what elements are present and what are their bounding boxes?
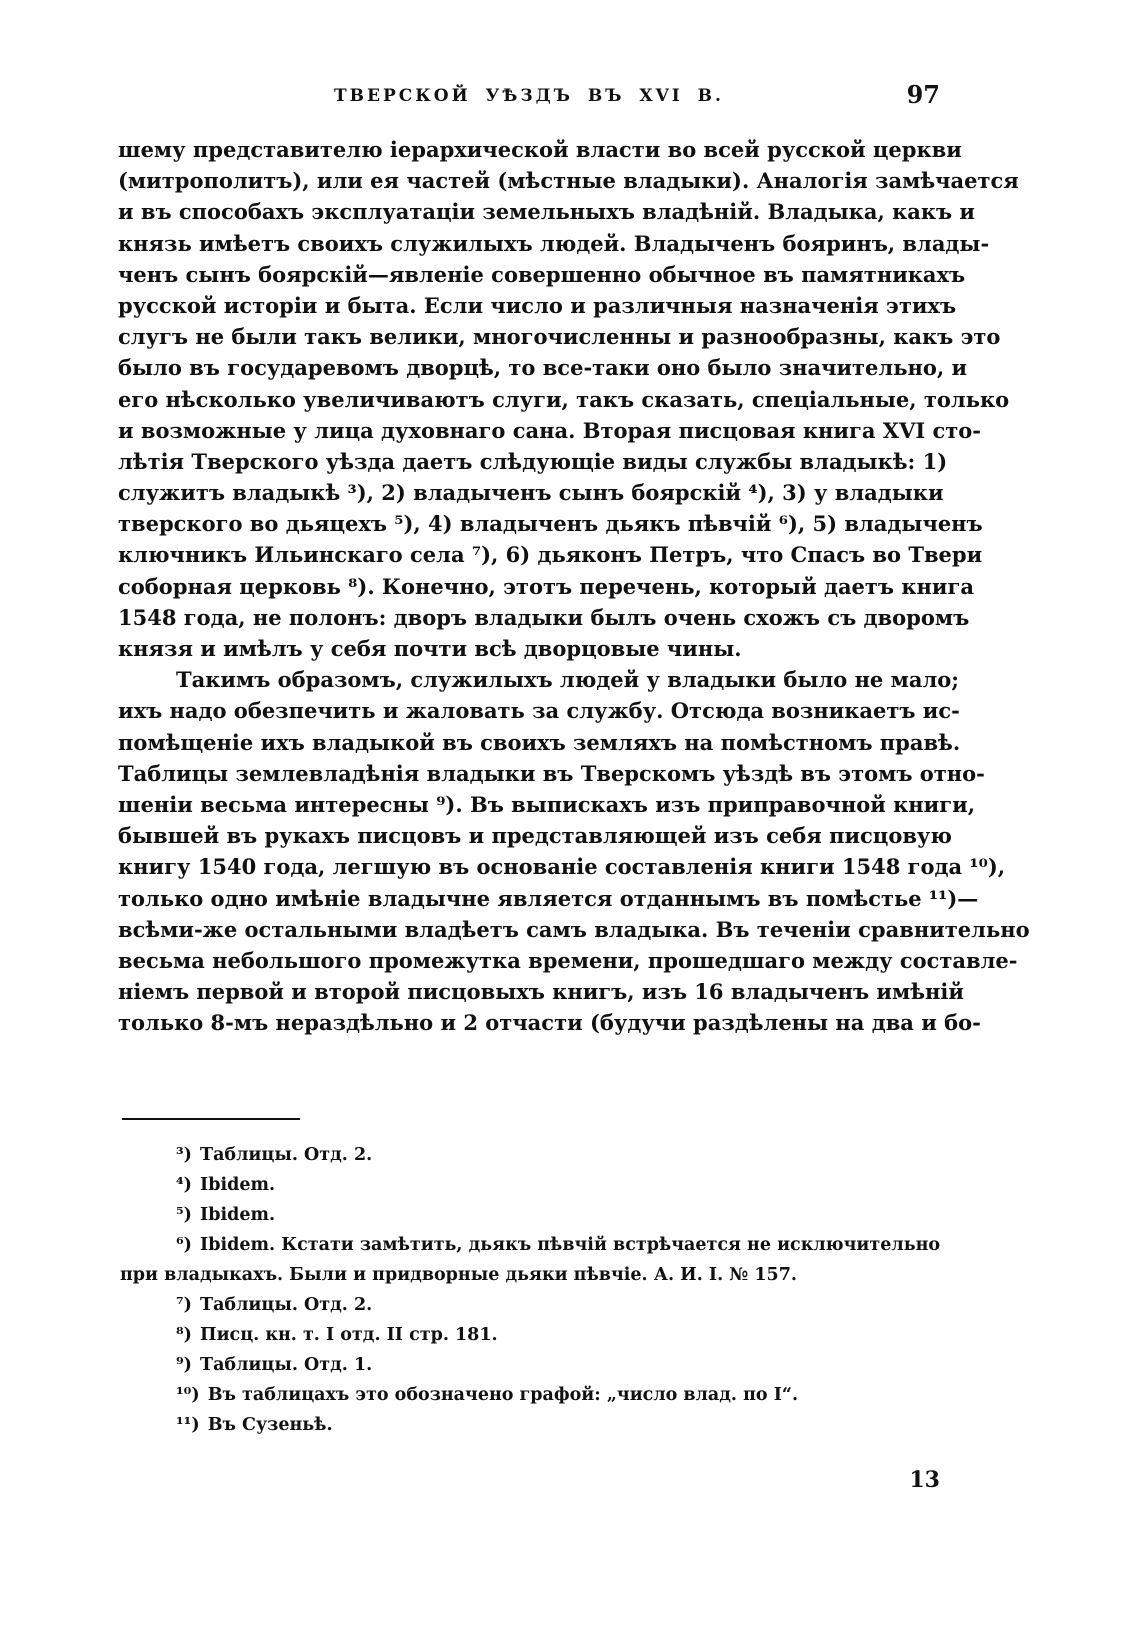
text-line: книгу 1540 года, легшую въ основаніе составленія книги 1548 года ¹⁰), xyxy=(118,854,1006,880)
text-line: только 8-мъ нераздѣльно и 2 отчасти (будучи раздѣлены на два и бо- xyxy=(118,1010,981,1036)
text-line: и въ способахъ эксплуатаціи земельныхъ владѣній. Владыка, какъ и xyxy=(118,199,976,225)
footnote-mark: ⁸) xyxy=(176,1325,192,1345)
text-line: служитъ владыкѣ ³), 2) владыченъ сынъ боярскій ⁴), 3) у владыки xyxy=(118,480,944,506)
text-line: бывшей въ рукахъ писцовъ и представляющей изъ себя писцовую xyxy=(118,823,952,849)
footnote-text: при владыкахъ. Были и придворные дьяки пѣвчіе. А. И. I. № 157. xyxy=(120,1265,797,1285)
footnote xyxy=(118,1350,940,1380)
footnote xyxy=(118,1410,940,1440)
footnote-mark: ¹⁰) xyxy=(176,1385,200,1405)
footnote-text: Таблицы. Отд. 1. xyxy=(200,1355,373,1375)
footnote-mark: ¹¹) xyxy=(176,1415,200,1435)
text-line: было въ государевомъ дворцѣ, то все-таки оно было значительно, и xyxy=(118,355,968,381)
text-line: шему представителю іерархической власти во всей русской церкви xyxy=(118,137,962,162)
main-text xyxy=(118,134,1030,1038)
text-line: 1548 года, не полонъ: дворъ владыки былъ очень схожъ съ дворомъ xyxy=(118,604,970,630)
text-line: весьма небольшого промежутка времени, прошедшаго между составле- xyxy=(118,947,1018,973)
running-head: ТВЕРСКОЙ УѢЗДЪ ВЪ XVI В. xyxy=(334,86,724,106)
footnote-text: Ibidem. xyxy=(200,1175,276,1195)
footnote-text: Писц. кн. т. I отд. II стр. 181. xyxy=(200,1325,498,1345)
footnote-text: Таблицы. Отд. 2. xyxy=(200,1295,373,1315)
footnote xyxy=(118,1140,940,1170)
footnote-mark: ⁴) xyxy=(176,1175,192,1195)
footnote-text: Въ таблицахъ это обозначено графой: „число влад. по I“. xyxy=(207,1385,799,1405)
text-line: и возможные у лица духовнаго сана. Вторая писцовая книга XVI сто- xyxy=(118,417,982,443)
footnote-mark: ³) xyxy=(176,1145,192,1165)
footnote-text: Таблицы. Отд. 2. xyxy=(200,1145,373,1165)
footnote-text: Ibidem. Кстати замѣтить, дьякъ пѣвчій встрѣчается не исключительно xyxy=(200,1235,941,1255)
text-line: ніемъ первой и второй писцовыхъ книгъ, изъ 16 владыченъ имѣній xyxy=(118,979,964,1005)
footnote-mark: ⁷) xyxy=(176,1295,192,1315)
text-line: ихъ надо обезпечить и жаловать за службу. Отсюда возникаетъ ис- xyxy=(118,698,960,724)
footnote-continuation xyxy=(118,1260,940,1290)
text-line: ключникъ Ильинскаго села ⁷), 6) дьяконъ Петръ, что Спасъ во Твери xyxy=(118,542,983,568)
text-line: его нѣсколько увеличиваютъ слуги, такъ сказать, спеціальные, только xyxy=(118,386,1010,412)
footnote-text: Ibidem. xyxy=(200,1205,276,1225)
text-line: слугъ не были такъ велики, многочисленны и разнообразны, какъ это xyxy=(118,324,1001,350)
text-line: соборная церковь ⁸). Конечно, этотъ перечень, который даетъ книга xyxy=(118,573,974,599)
text-line: Таблицы землевладѣнія владыки въ Тверскомъ уѣздѣ въ этомъ отно- xyxy=(118,760,985,786)
page-header xyxy=(118,78,940,114)
text-line: только одно имѣніе владычне является отданнымъ въ помѣстье ¹¹)— xyxy=(118,885,979,911)
text-line: князя и имѣлъ у себя почти всѣ дворцовые чины. xyxy=(118,636,742,661)
text-line: помѣщеніе ихъ владыкой въ своихъ земляхъ на помѣстномъ правѣ. xyxy=(118,729,961,755)
text-line: всѣми-же остальными владѣетъ самъ владыка. Въ теченіи сравнительно xyxy=(118,916,1030,942)
footnote-separator xyxy=(122,1118,300,1120)
footnote xyxy=(118,1200,940,1230)
text-line: русской исторіи и быта. Если число и различныя назначенія этихъ xyxy=(118,292,957,318)
footnote xyxy=(118,1170,940,1200)
text-line: лѣтія Тверского уѣзда даетъ слѣдующіе виды службы владыкѣ: 1) xyxy=(118,448,948,474)
text-line: (митрополитъ), или ея частей (мѣстные владыки). Аналогія замѣчается xyxy=(118,168,1019,194)
footnote-mark: ⁵) xyxy=(176,1205,192,1225)
footnotes xyxy=(118,1140,940,1440)
footnote-text: Въ Сузеньѣ. xyxy=(207,1415,333,1435)
paragraph-first-line: Такимъ образомъ, служилыхъ людей у владыки было не мало; xyxy=(176,667,960,693)
text-line: тверского во дьяцехъ ⁵), 4) владыченъ дьякъ пѣвчій ⁶), 5) владыченъ xyxy=(118,511,983,537)
text-line: ченъ сынъ боярскій—явленіе совершенно обычное въ памятникахъ xyxy=(118,261,966,287)
footnote-mark: ⁶) xyxy=(176,1235,192,1255)
footnote xyxy=(118,1290,940,1320)
text-line: шеніи весьма интересны ⁹). Въ выпискахъ изъ приправочной книги, xyxy=(118,791,976,817)
signature-mark: 13 xyxy=(909,1467,940,1493)
text-line: князь имѣетъ своихъ служилыхъ людей. Владыченъ бояринъ, влады- xyxy=(118,230,990,256)
footnote xyxy=(118,1380,940,1410)
footnote-mark: ⁹) xyxy=(176,1355,192,1375)
footnote xyxy=(118,1230,940,1260)
footnote xyxy=(118,1320,940,1350)
page-number: 97 xyxy=(906,80,940,109)
